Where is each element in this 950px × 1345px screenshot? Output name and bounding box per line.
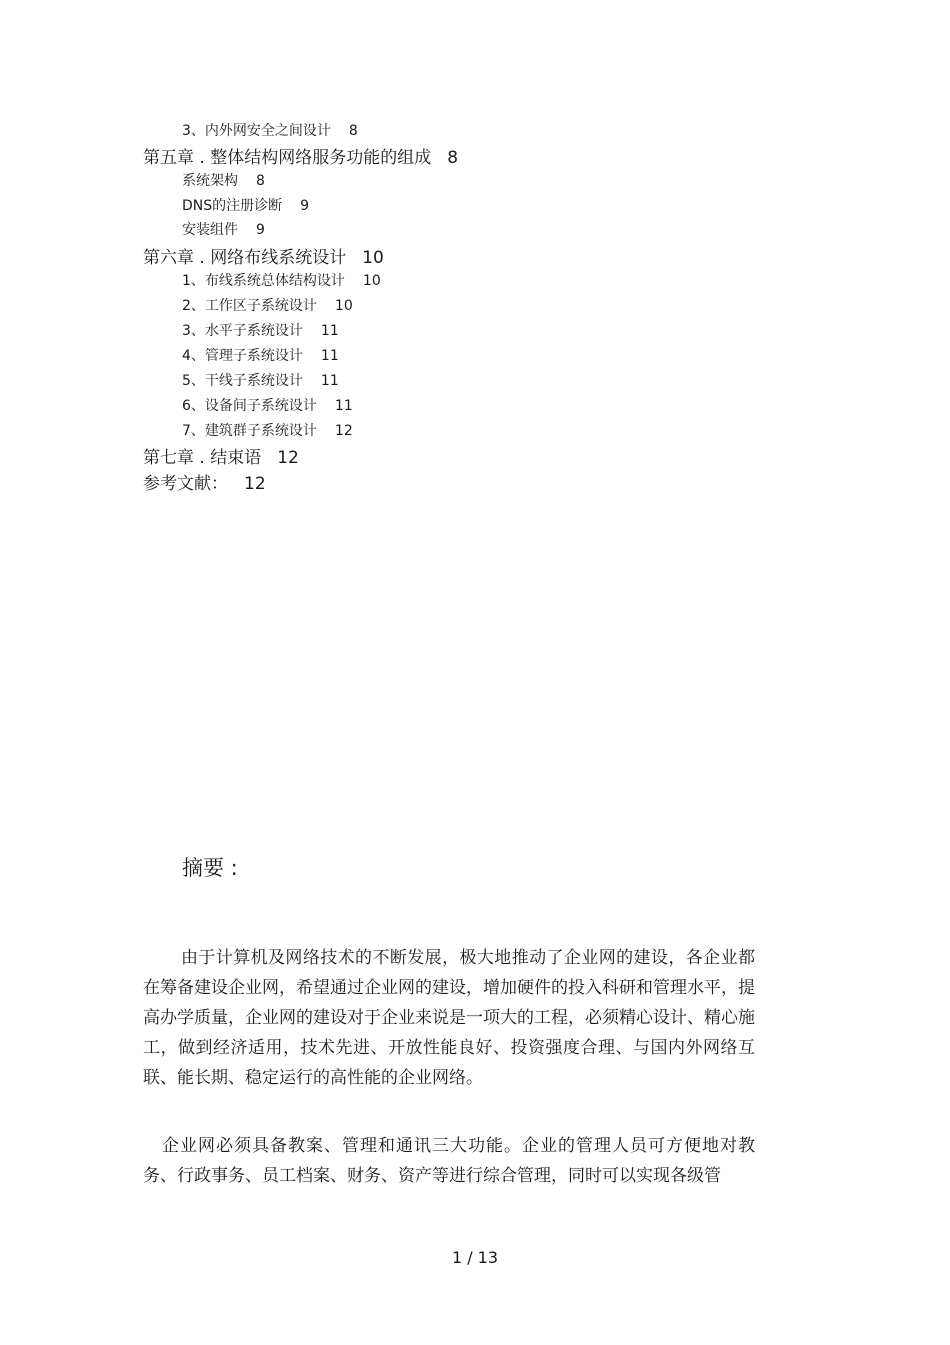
toc-entry-title: 安装组件 [182, 222, 238, 238]
toc-entry-title: 3、水平子系统设计 [182, 323, 303, 339]
toc-entry-title: 第七章 . 结束语 [143, 448, 262, 468]
abstract-paragraph: 由于计算机及网络技术的不断发展，极大地推动了企业网的建设，各企业都在筹备建设企业网，希望通过企业网的建设，增加硬件的投入科研和管理水平，提高办学质量，企业网的建设对于企业来说是一项大的工程，必须精心设计、精心施工，做到经济适用，技术先进、开放性能良好、投资强度合理、与国内外网络互联、能长期、稳定运行的高性能的企业网络。 [143, 948, 755, 1088]
toc-entry-page: 8 [447, 148, 459, 168]
toc-entry [182, 170, 265, 190]
toc-entry [182, 395, 353, 415]
toc-entry-title: 1、布线系统总体结构设计 [182, 273, 345, 289]
abstract-paragraph: 企业网必须具备教案、管理和通讯三大功能。企业的管理人员可方便地对教务、行政事务、员工档案、财务、资产等进行综合管理，同时可以实现各级管 [143, 1136, 755, 1186]
toc-entry [182, 270, 381, 290]
toc-entry [182, 295, 353, 315]
abstract-heading: 摘要 : [182, 856, 238, 880]
toc-entry-title: 5、干线子系统设计 [182, 373, 303, 389]
toc-entry-page: 11 [334, 398, 353, 414]
toc-chapter [143, 143, 458, 168]
toc-entry [182, 320, 339, 340]
toc-entry-page: 12 [334, 423, 353, 439]
toc-entry-title: 4、管理子系统设计 [182, 348, 303, 364]
toc-entry-page: 9 [256, 222, 265, 238]
toc-entry-title: 2、工作区子系统设计 [182, 298, 317, 314]
toc-chapter [143, 469, 266, 494]
toc-entry-title: 第五章 . 整体结构网络服务功能的组成 [143, 148, 432, 168]
toc-entry-page: 8 [348, 123, 358, 139]
toc-entry-title: 系统架构 [182, 173, 238, 189]
toc-entry-title: 7、建筑群子系统设计 [182, 423, 317, 439]
toc-entry-page: 8 [256, 173, 265, 189]
toc-entry-title: DNS的注册诊断 [182, 198, 283, 214]
toc-entry-page: 9 [300, 198, 310, 214]
toc-entry-page: 10 [362, 248, 384, 268]
toc-chapter [143, 443, 299, 468]
toc-entry-page: 12 [277, 448, 299, 468]
toc-entry-page: 12 [244, 474, 266, 494]
toc-entry [182, 345, 339, 365]
toc-entry [182, 219, 265, 239]
toc-entry [182, 120, 358, 140]
page-number: 1 / 13 [451, 1248, 499, 1267]
toc-entry-title: 参考文献： [143, 474, 228, 494]
toc-chapter [143, 243, 384, 268]
toc-entry-page: 10 [334, 298, 353, 314]
toc-entry-title: 6、设备间子系统设计 [182, 398, 317, 414]
toc-entry-title: 3、内外网安全之间设计 [182, 123, 331, 139]
toc-entry [182, 420, 353, 440]
toc-entry-page: 11 [320, 348, 339, 364]
toc-entry-page: 11 [320, 323, 339, 339]
toc-entry [182, 370, 339, 390]
toc-entry-page: 10 [362, 273, 381, 289]
toc-entry-title: 第六章 . 网络布线系统设计 [143, 248, 347, 268]
toc-entry [182, 195, 309, 215]
toc-entry-page: 11 [320, 373, 339, 389]
